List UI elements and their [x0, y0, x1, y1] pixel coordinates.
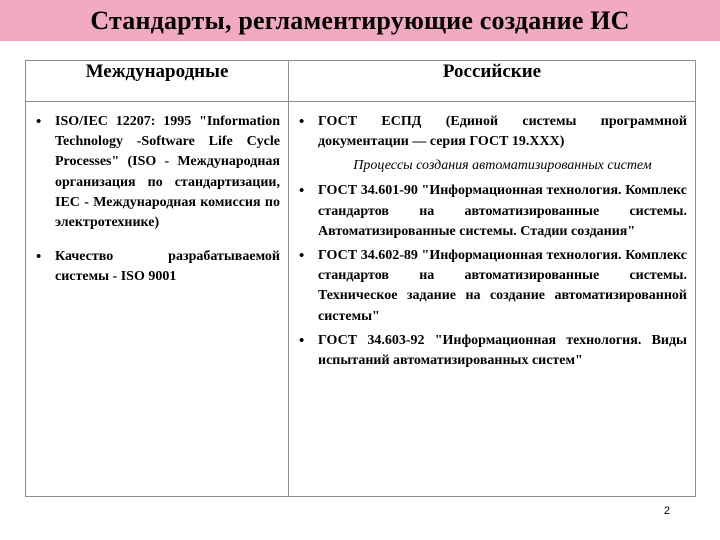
international-list	[34, 112, 280, 288]
list-item: • ГОСТ ЕСПД (Единой системы программной документации — серия ГОСТ 19.ХХХ)	[297, 112, 687, 152]
header-international: Международные	[26, 61, 289, 102]
list-item: • ГОСТ 34.601-90 "Информационная технология. Комплекс стандартов на автоматизированные системы. Автоматизированные системы. Стадии создания"	[297, 181, 687, 242]
subheading: Процессы создания автоматизированных систем	[353, 158, 652, 174]
slide-title: Стандарты, регламентирующие создание ИС	[90, 6, 630, 35]
list-item: • ГОСТ 34.602-89 "Информационная технология. Комплекс стандартов на автоматизированные системы. Техническое задание на создание автоматизированной системы"	[297, 246, 687, 327]
international-cell	[26, 102, 289, 497]
russian-list	[297, 181, 687, 371]
list-item: • Качество разрабатываемой системы - ISO 9001	[34, 247, 280, 287]
header-russian: Российские	[289, 61, 696, 102]
standards-table	[25, 60, 696, 497]
content-row	[26, 102, 696, 497]
list-item: • ГОСТ 34.603-92 "Информационная технология. Виды испытаний автоматизированных систем"	[297, 331, 687, 371]
list-item: • ISO/IEC 12207: 1995 "Information Technology -Software Life Cycle Processes" (ISO - Международная организация по стандартизации, IEC - Международная комиссия по электротехнике)	[34, 112, 280, 233]
header-row	[26, 61, 696, 102]
russian-cell	[289, 102, 696, 497]
russian-list-top	[297, 112, 687, 152]
page-number: 2	[663, 505, 670, 517]
